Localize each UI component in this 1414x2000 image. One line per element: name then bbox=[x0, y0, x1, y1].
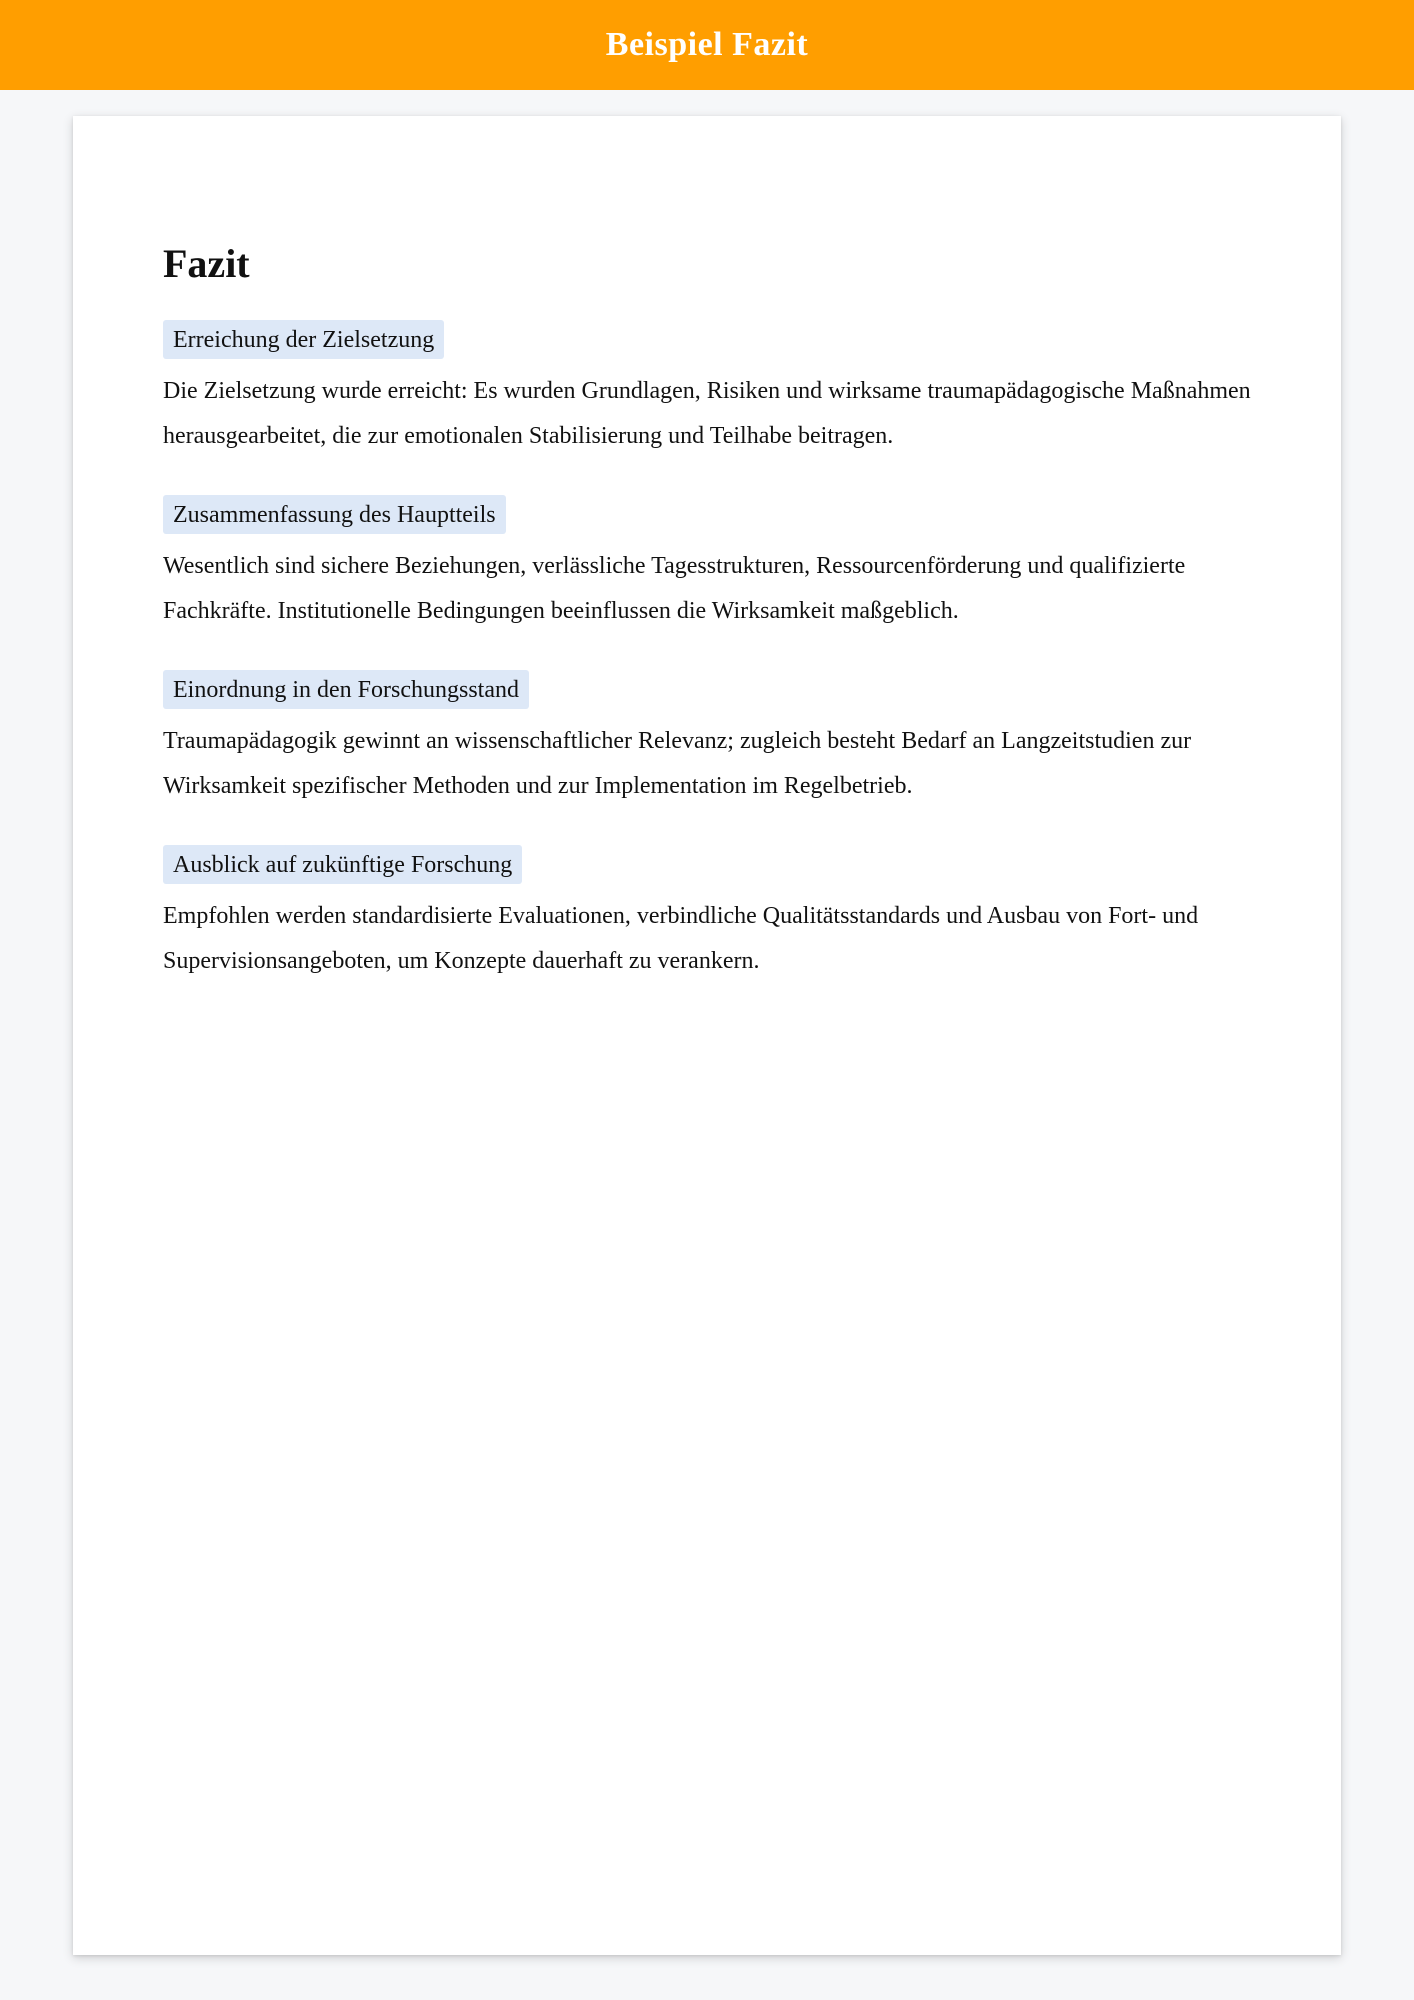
app-header-title: Beispiel Fazit bbox=[605, 26, 809, 63]
section-label-highlight: Einordnung in den Forschungsstand bbox=[163, 670, 529, 709]
section-label-highlight: Ausblick auf zukünftige Forschung bbox=[163, 845, 522, 884]
section-label-highlight: Zusammenfassung des Hauptteils bbox=[163, 495, 506, 534]
section-body-text: Die Zielsetzung wurde erreicht: Es wurden Grundlagen, Risiken und wirksame traumapädagogische Maßnahmen herausgearbeitet, die zur emotionalen Stabilisierung und Teilhabe beitragen. bbox=[163, 378, 1251, 449]
section-ausblick-auf-zukuenftige-forschung bbox=[163, 845, 1251, 984]
section-erreichung-der-zielsetzung bbox=[163, 320, 1251, 459]
section-body-text: Wesentlich sind sichere Beziehungen, verlässliche Tagesstrukturen, Ressourcenförderung und qualifizierte Fachkräfte. Institutionelle Bedingungen beeinflussen die Wirksamkeit maßgeblich. bbox=[163, 553, 1186, 624]
document-title: Fazit bbox=[163, 241, 250, 286]
section-body-text: Empfohlen werden standardisierte Evaluationen, verbindliche Qualitätsstandards und Ausbau von Fort- und Supervisionsangeboten, um Konzepte dauerhaft zu verankern. bbox=[163, 903, 1199, 974]
app-header-bar bbox=[0, 0, 1414, 90]
section-body-text: Traumapädagogik gewinnt an wissenschaftlicher Relevanz; zugleich besteht Bedarf an Langzeitstudien zur Wirksamkeit spezifischer Methoden und zur Implementation im Regelbetrieb. bbox=[163, 728, 1192, 799]
section-label-highlight: Erreichung der Zielsetzung bbox=[163, 320, 444, 359]
document-page bbox=[73, 116, 1341, 1955]
section-einordnung-in-den-forschungsstand bbox=[163, 670, 1251, 809]
section-zusammenfassung-des-hauptteils bbox=[163, 495, 1251, 634]
